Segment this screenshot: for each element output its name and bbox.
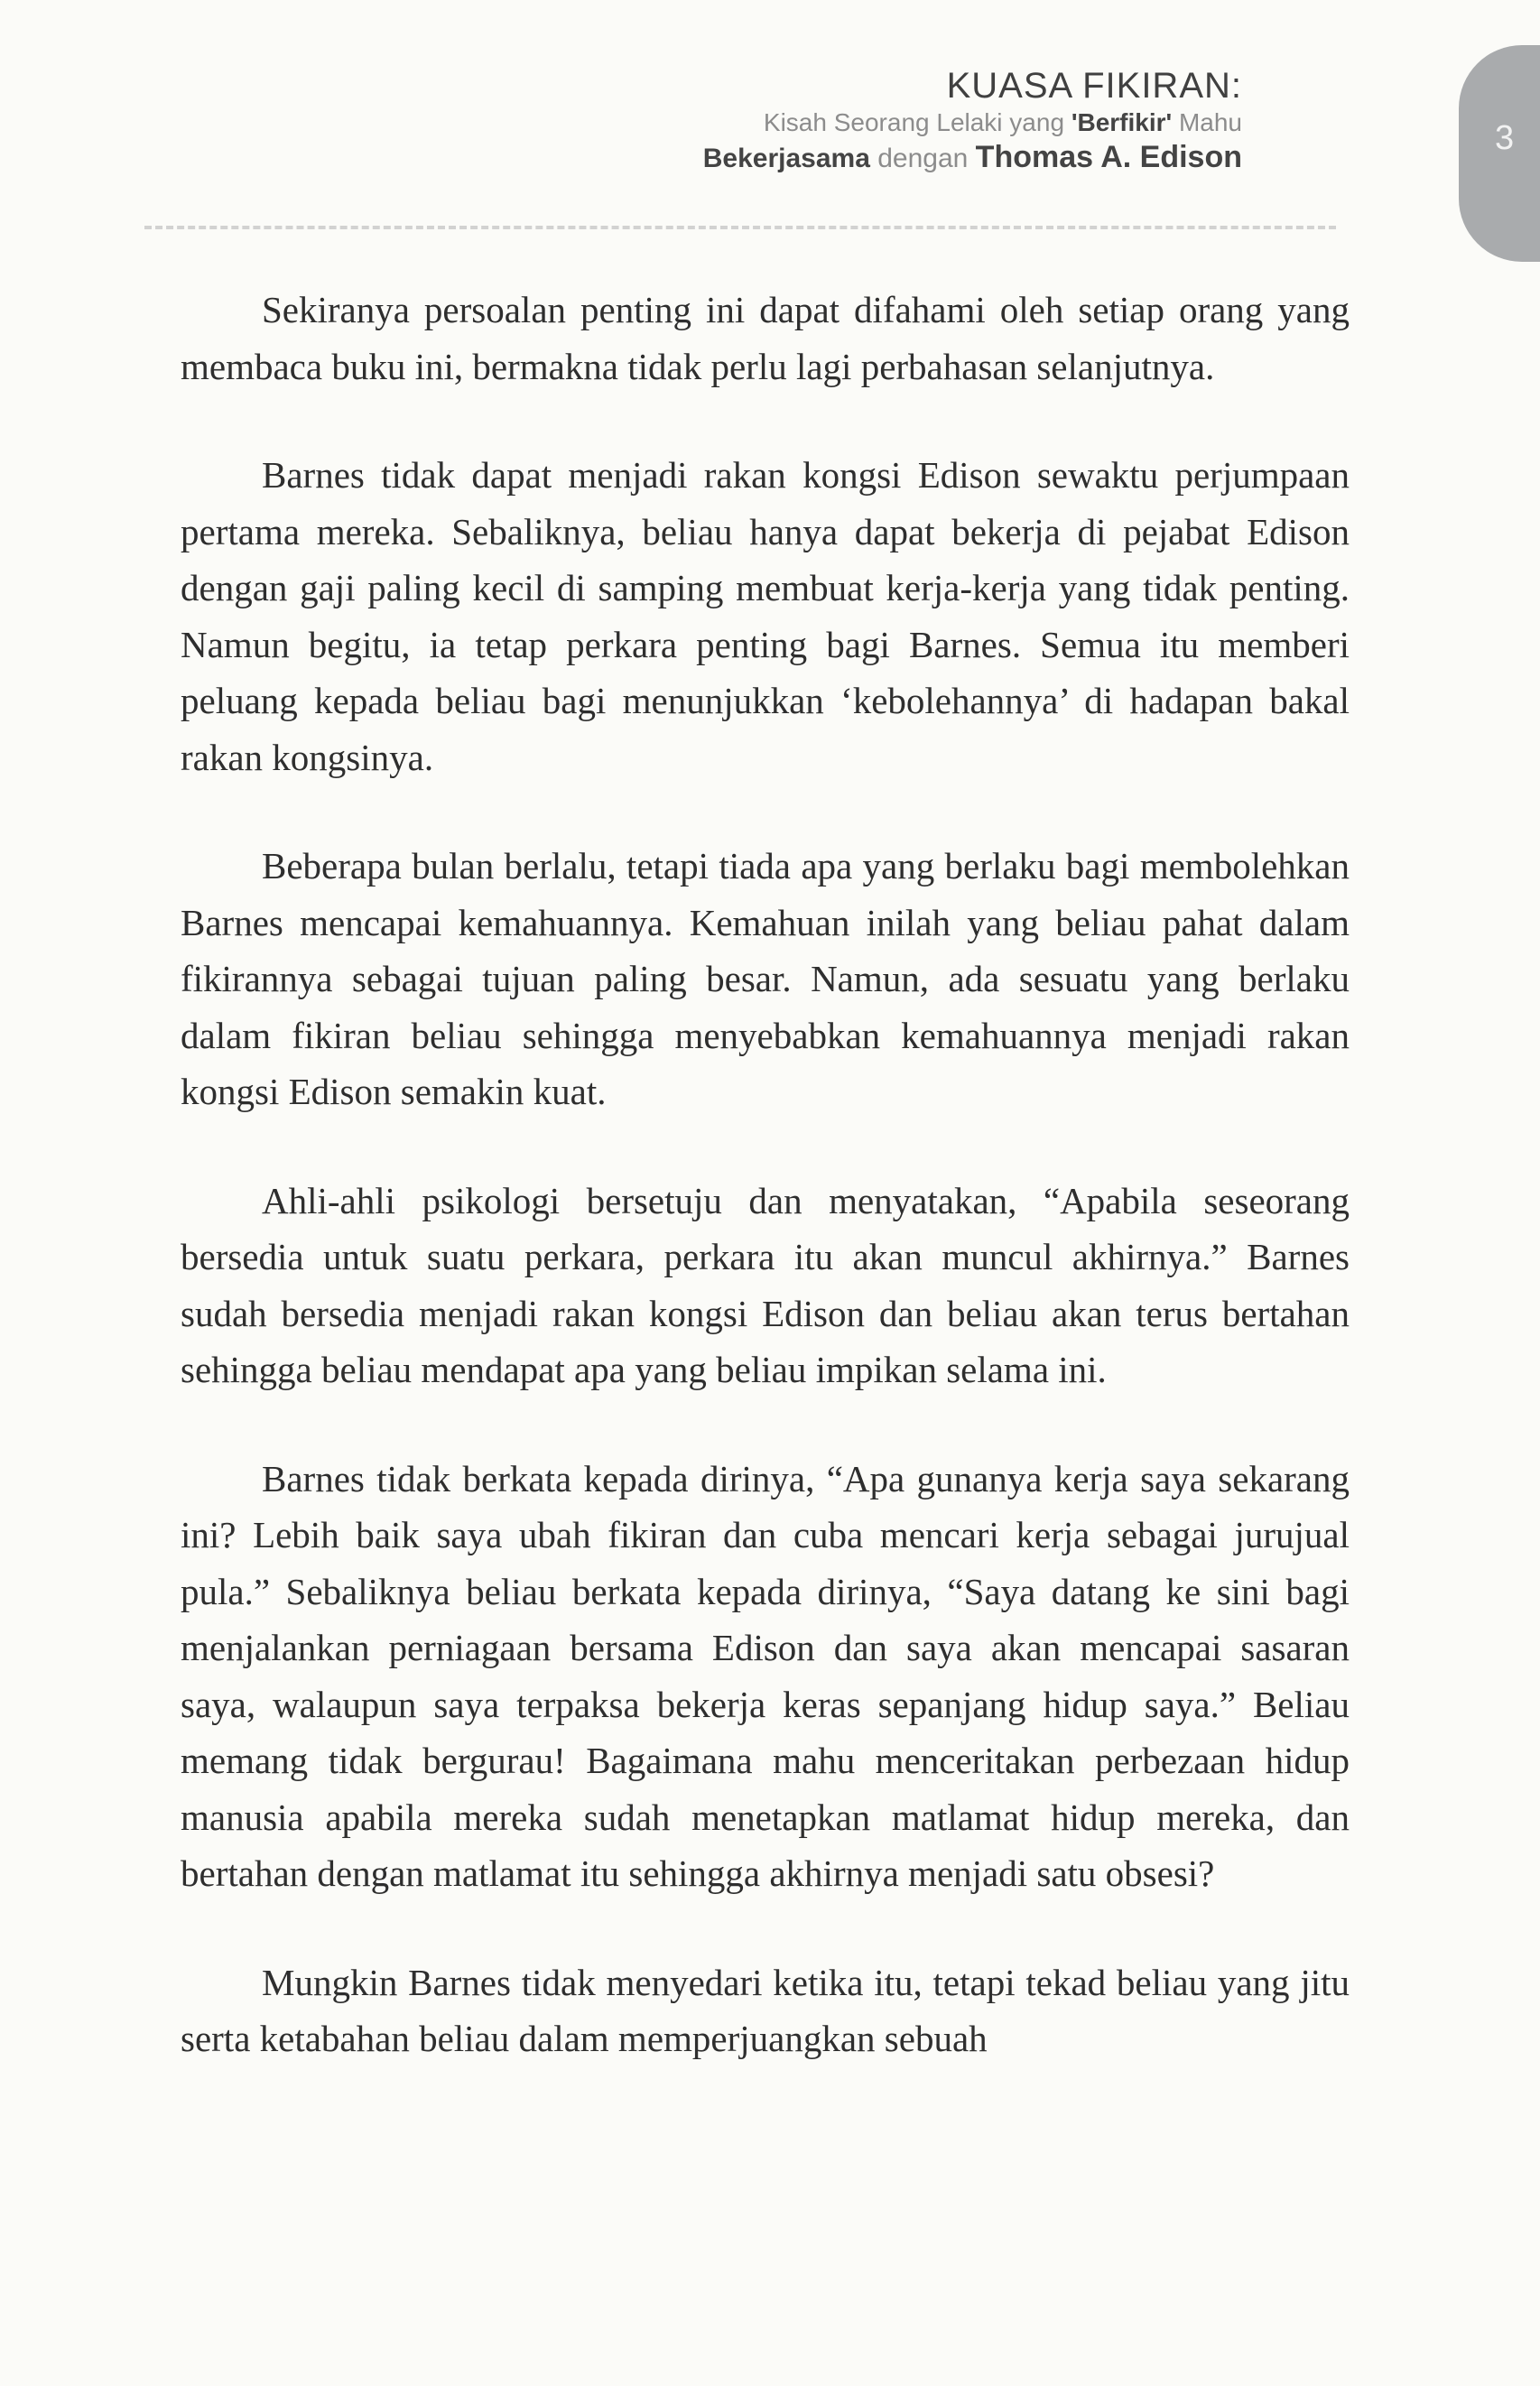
paragraph: Ahli-ahli psikologi bersetuju dan menyatakan, “Apabila seseorang bersedia untuk suatu perkara, perkara itu akan muncul akhirnya.” Barnes sudah bersedia menjadi rakan kongsi Edison dan beliau akan terus bertahan sehingga beliau mendapat apa yang beliau impikan selama ini. (181, 1179, 1350, 1390)
header-line3-mid: dengan (869, 144, 976, 173)
paragraph: Barnes tidak berkata kepada dirinya, “Apa gunanya kerja saya sekarang ini? Lebih baik saya ubah fikiran dan cuba mencari kerja sebagai jurujual pula.” Sebaliknya beliau berkata kepada dirinya, “Saya datang ke sini bagi menjalankan perniagaan bersama Edison dan saya akan mencapai sasaran saya, walaupun saya terpaksa bekerja keras sepanjang hidup saya.” Beliau memang tidak bergurau! Bagaimana mahu menceritakan perbezaan hidup manusia apabila mereka sudah menetapkan matlamat hidup mereka, dan bertahan dengan matlamat itu sehingga akhirnya menjadi satu obsesi? (181, 1457, 1350, 1894)
header-line-3 (430, 139, 1242, 177)
page-number-tab (1459, 45, 1540, 262)
running-header (430, 65, 1242, 177)
paragraph: Beberapa bulan berlalu, tetapi tiada apa yang berlaku bagi membolehkan Barnes mencapai kemahuannya. Kemahuan inilah yang beliau pahat dalam fikirannya sebagai tujuan paling besar. Namun, ada sesuatu yang berlaku dalam fikiran beliau sehingga menyebabkan kemahuannya menjadi rakan kongsi Edison semakin kuat. (181, 845, 1350, 1112)
paragraph: Sekiranya persoalan penting ini dapat difahami oleh setiap orang yang membaca buku ini, bermakna tidak perlu lagi perbahasan selanjutnya. (181, 289, 1350, 387)
body-text (181, 282, 1350, 2120)
header-divider (144, 226, 1336, 229)
header-line3-bold1: Bekerjasama (702, 144, 870, 173)
header-subtitle-prefix: Kisah Seorang Lelaki yang (763, 108, 1072, 136)
paragraph: Mungkin Barnes tidak menyedari ketika itu, tetapi tekad beliau yang jitu serta ketabahan beliau dalam memperjuangkan sebuah (181, 1961, 1350, 2059)
header-line3-bold2: Thomas A. Edison (975, 140, 1242, 174)
header-subtitle-suffix: Mahu (1172, 108, 1242, 136)
header-subtitle-bold: 'Berfikir' (1071, 108, 1173, 136)
paragraph: Barnes tidak dapat menjadi rakan kongsi Edison sewaktu perjumpaan pertama mereka. Sebaliknya, beliau hanya dapat bekerja di pejabat Edison dengan gaji paling kecil di samping membuat kerja-kerja yang tidak penting. Namun begitu, ia tetap perkara penting bagi Barnes. Semua itu memberi peluang kepada beliau bagi menunjukkan ‘kebolehannya’ di hadapan bakal rakan kongsinya. (181, 454, 1350, 778)
page-number: 3 (1495, 119, 1515, 157)
header-title: KUASA FIKIRAN: (946, 66, 1242, 106)
header-subtitle (430, 107, 1242, 139)
